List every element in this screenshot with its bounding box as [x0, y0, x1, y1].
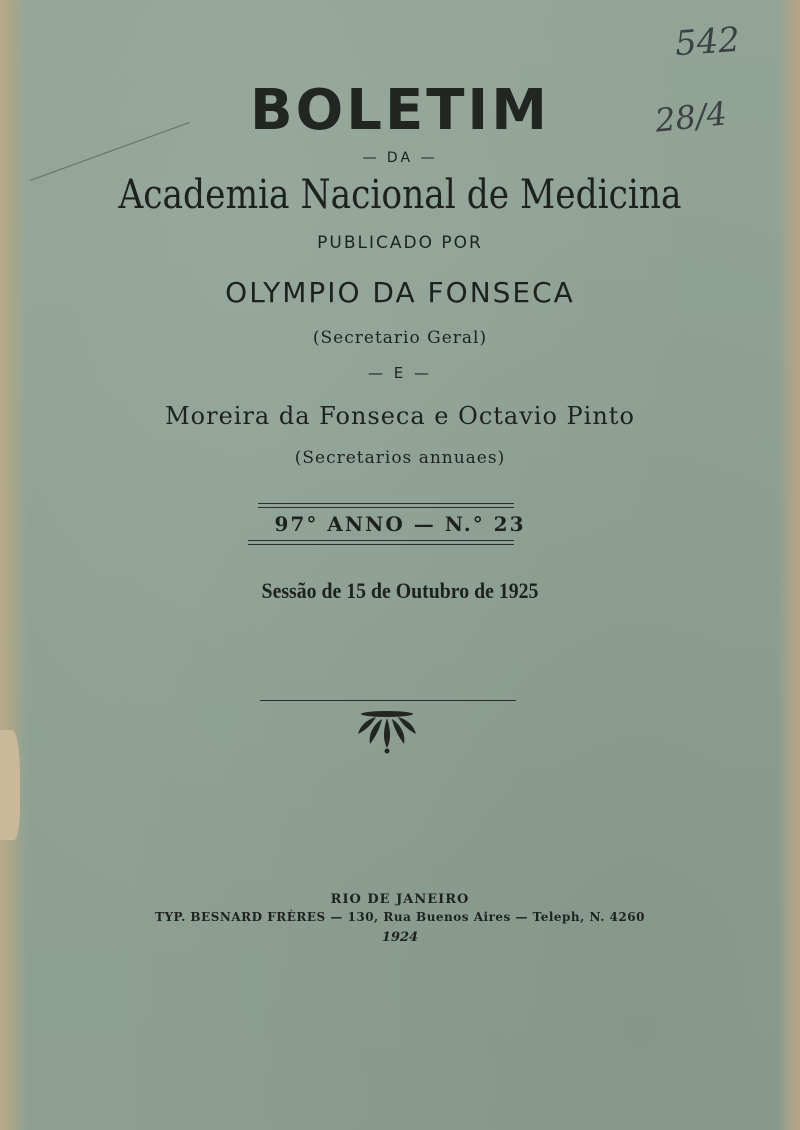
conjunction: — E —: [367, 364, 432, 382]
session-date: Sessão de 15 de Outubro de 1925: [261, 578, 539, 603]
co-editors-role: (Secretarios annuaes): [294, 448, 506, 468]
handwritten-number-2: 28/4: [653, 94, 729, 140]
title-connector: — DA —: [362, 150, 438, 166]
handwritten-number-1: 542: [673, 19, 742, 65]
imprint-city: RIO DE JANEIRO: [330, 892, 470, 907]
fleuron-ornament-icon: [354, 708, 420, 754]
paper-edge-right: [778, 0, 800, 1130]
issue-rule-bottom: [248, 540, 514, 541]
imprint-year: 1924: [381, 930, 419, 945]
ornament-rule: [260, 700, 516, 701]
paper-edge-left: [0, 0, 28, 1130]
issue-number: 97° ANNO — N.° 23: [274, 512, 526, 536]
editor-role: (Secretario Geral): [312, 328, 488, 348]
issue-rule-top-2: [258, 507, 514, 508]
issue-rule-top: [258, 503, 514, 504]
paper-tear: [0, 730, 20, 840]
academy-name: Academia Nacional de Medicina: [118, 172, 682, 218]
imprint-printer: TYP. BESNARD FRÈRES — 130, Rua Buenos Aires — Teleph, N. 4260: [155, 910, 645, 924]
journal-title: BOLETIM: [250, 78, 550, 143]
co-editors: Moreira da Fonseca e Octavio Pinto: [165, 402, 635, 430]
published-by-label: PUBLICADO POR: [317, 233, 483, 253]
issue-rule-bottom-2: [248, 544, 514, 545]
editor-name: OLYMPIO DA FONSECA: [225, 276, 575, 309]
